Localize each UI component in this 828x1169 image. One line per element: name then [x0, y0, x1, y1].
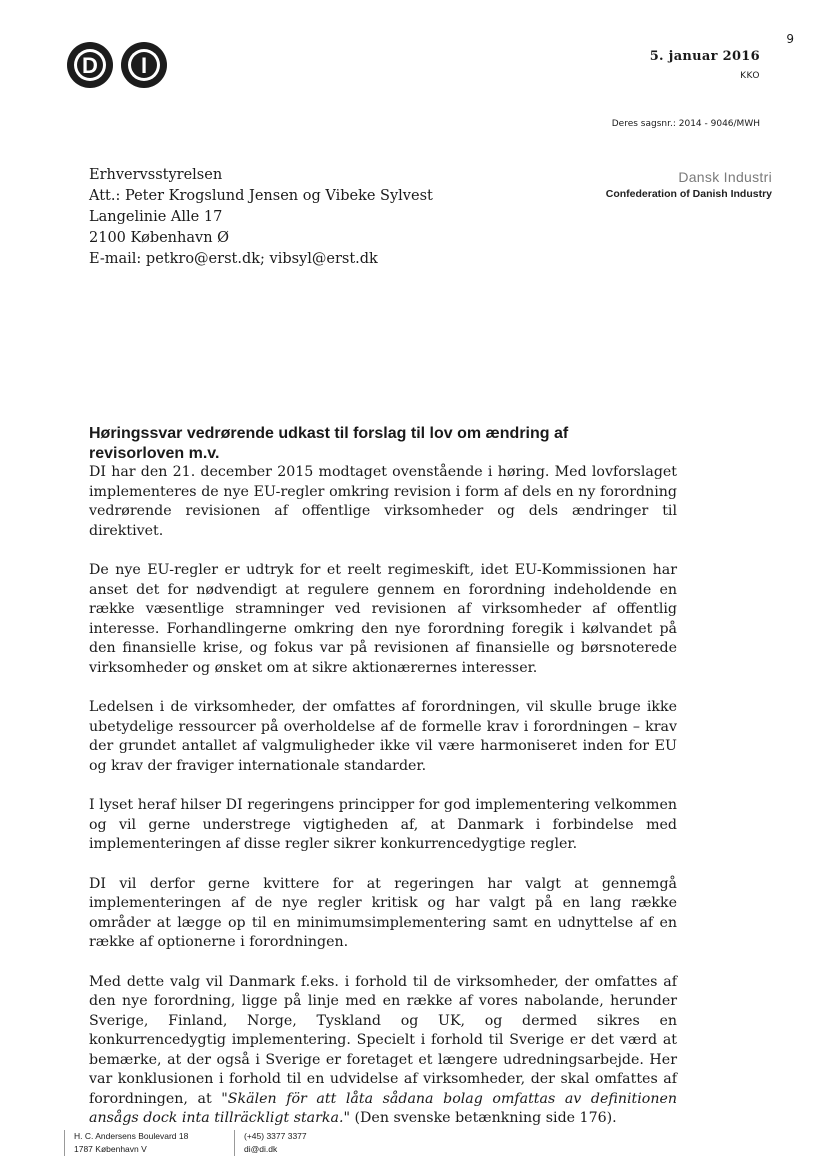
- logo-letter-i: I: [140, 53, 148, 78]
- recipient-line: Erhvervsstyrelsen: [89, 167, 223, 183]
- recipient-line: Att.: Peter Krogslund Jensen og Vibeke Sylvest: [89, 188, 433, 204]
- recipient-line: Langelinie Alle 17: [89, 209, 223, 225]
- paragraph: DI har den 21. december 2015 modtaget ovenstående i høring. Med lovforslaget implementeres de nye EU-regler omkring revision i form af dels en ny forordning vedrørende revisionen af offentlige virksomheder og dels ændringer til direktivet.: [89, 464, 677, 539]
- logo-letter-d: D: [82, 53, 98, 78]
- paragraph-text: Med dette valg vil Danmark f.eks. i forhold til de virksomheder, der omfattes af den nye forordning, ligge på linje med en række af vores nabolande, herunder Sverige, Finland, Norge, Tyskland og UK, og dermed sikres en konkurrencedygtig implementering. Specielt i forhold til Sverige er det værd at bemærke, at der også i Sverige er foretaget et længere udredningsarbejde. Her var konklusionen i forhold til en udvidelse af virksomheder, der skal omfattes af forordningen, at: [89, 973, 677, 1107]
- paragraph: De nye EU-regler er udtryk for et reelt regimeskift, idet EU-Kommissionen har anset det for nødvendigt at regulere gennem en forordning indeholdende en række væsentlige stramninger ved revisionen af virksomheder af offentlig interesse. Forhandlingerne omkring den nye forordning foregik i kølvandet på den finansielle krise, og fokus var på revisionen af finansielle og børsnoterede virksomheder og ønsket om at sikre aktionærernes interesser.: [89, 562, 677, 676]
- paragraph: [89, 973, 677, 1129]
- letter-body: [89, 463, 677, 1149]
- footer-address: [64, 1130, 188, 1156]
- page-number: 9: [786, 32, 794, 46]
- case-reference: Deres sagsnr.: 2014 - 9046/MWH: [611, 119, 760, 129]
- letter-date: 5. januar 2016: [649, 49, 760, 64]
- footer-email: di@di.dk: [244, 1144, 278, 1154]
- sender-initials: KKO: [740, 71, 760, 81]
- recipient-line: 2100 København Ø: [89, 230, 230, 246]
- brand-name: Dansk Industri: [678, 169, 772, 185]
- paragraph-text: (Den svenske betænkning side 176).: [350, 1110, 617, 1126]
- paragraph: I lyset heraf hilser DI regeringens principper for god implementering velkommen og vil gerne understrege vigtigheden af, at Danmark i forbindelse med implementeringen af disse regler sikrer konkurrencedygtige regler.: [89, 797, 677, 852]
- paragraph: DI vil derfor gerne kvittere for at regeringen har valgt at gennemgå implementeringen af de nye regler kritisk og har valgt på en lang række områder at lægge op til en minimumsimplementering samt en udnyttelse af en række af optionerne i forordningen.: [89, 875, 677, 950]
- recipient-line: E-mail: petkro@erst.dk; vibsyl@erst.dk: [89, 251, 378, 267]
- swedish-quote: "Skälen för att låta sådana bolag omfattas av definitionen ansågs dock inta tillräckligt starka.": [89, 1090, 677, 1126]
- footer-phone: (+45) 3377 3377: [244, 1131, 307, 1141]
- recipient-address: [89, 165, 433, 270]
- footer-address-line: 1787 København V: [74, 1144, 147, 1154]
- di-logo: [66, 41, 170, 89]
- footer-address-line: H. C. Andersens Boulevard 18: [74, 1131, 189, 1141]
- letter-heading: Høringssvar vedrørende udkast til forslag til lov om ændring af revisorloven m.v.: [89, 425, 569, 462]
- footer-contact: [234, 1130, 307, 1156]
- paragraph: Ledelsen i de virksomheder, der omfattes af forordningen, vil skulle bruge ikke ubetydelige ressourcer på overholdelse af de formelle krav i forordningen – krav der grundet antallet af valgmuligheder ikke vil være harmoniseret inden for EU og krav der fraviger internationale standarder.: [89, 699, 677, 774]
- brand-subtitle: Confederation of Danish Industry: [605, 188, 772, 200]
